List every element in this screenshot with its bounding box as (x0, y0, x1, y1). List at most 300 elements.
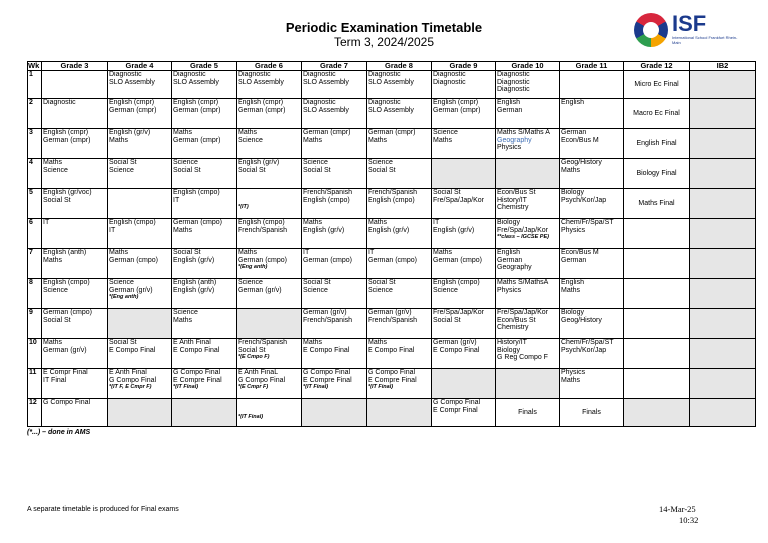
cell-line: Physics (497, 286, 522, 294)
cell-line: English (cmpr) (238, 99, 284, 106)
cell-line: English (cmpr) (109, 99, 155, 106)
table-cell (496, 309, 560, 339)
table-cell (108, 99, 172, 129)
cell-line: German (gr/v) (368, 309, 412, 316)
table-cell (302, 129, 367, 159)
cell-line: G Compo Final (433, 399, 481, 406)
table-cell (624, 129, 690, 159)
cell-line: English (gr/v) (433, 226, 475, 234)
table-cell (237, 339, 302, 369)
table-cell (42, 399, 108, 427)
cell-line: French/Spanish (303, 316, 353, 324)
table-cell (496, 159, 560, 189)
cell-line: Physics (497, 144, 522, 151)
spacer (238, 197, 300, 205)
table-cell (432, 279, 496, 309)
cell-line: E Compo Final (303, 346, 350, 354)
table-cell (42, 249, 108, 279)
cell-line: German (561, 256, 587, 264)
table-cell (367, 189, 432, 219)
column-header: Wk (28, 62, 42, 71)
table-cell (237, 309, 302, 339)
table-cell (690, 369, 756, 399)
cell-line: German (cmpo) (303, 256, 353, 264)
table-cell (237, 369, 302, 399)
cell-note: *(E Cmpr F) (238, 384, 269, 390)
column-header: Grade 3 (42, 62, 108, 71)
cell-line: Maths (368, 219, 388, 226)
cell-line: E Compo Final (433, 346, 480, 354)
cell-line: Maths (303, 219, 323, 226)
cell-line: English (gr/voc) (43, 189, 92, 196)
footnote: (*...) – done in AMS (27, 429, 91, 436)
table-cell (560, 159, 624, 189)
table-cell (108, 159, 172, 189)
column-header: Grade 7 (302, 62, 367, 71)
cell-line: German (cmpr) (173, 106, 221, 114)
cell-line: Diagnostic (368, 71, 401, 78)
cell-line: German (cmpo) (238, 256, 288, 264)
table-cell (108, 249, 172, 279)
cell-line: German (cmpr) (109, 106, 157, 114)
globe-logo-icon (634, 13, 668, 47)
table-cell (432, 189, 496, 219)
cell-line: English (cmpo) (303, 196, 350, 204)
cell-line: Social St (433, 316, 461, 324)
table-cell (237, 249, 302, 279)
table-cell (367, 71, 432, 99)
cell-line: E Compr Final (433, 406, 478, 414)
cell-line: Social St (173, 249, 201, 256)
table-cell (42, 159, 108, 189)
logo-subtext: International School Frankfurt Rhein-Main (672, 35, 738, 45)
cell-line: G Compo Final (368, 369, 416, 376)
cell-line: English (cmpr) (173, 99, 219, 106)
footer-date: 14-Mar-25 (659, 504, 696, 514)
table-cell (690, 339, 756, 369)
cell-line: English (561, 279, 584, 286)
cell-line: Social St (109, 339, 137, 346)
table-cell (432, 249, 496, 279)
cell-line: Physics (561, 226, 586, 234)
cell-line: English Final (636, 139, 677, 147)
cell-line: German (gr/v) (43, 346, 87, 354)
column-header: Grade 11 (560, 62, 624, 71)
cell-line: G Compo Final (303, 369, 351, 376)
cell-line: German (gr/v) (433, 339, 477, 346)
page-subtitle: Term 3, 2024/2025 (333, 35, 435, 49)
cell-line: Biology (497, 219, 520, 226)
table-cell (237, 399, 302, 427)
table-cell (560, 71, 624, 99)
table-cell (302, 189, 367, 219)
table-row (28, 71, 756, 99)
cell-line: Maths (561, 286, 581, 294)
cell-line: German (497, 106, 523, 114)
column-header: Grade 4 (108, 62, 172, 71)
cell-line: English (cmpo) (238, 219, 285, 226)
cell-note: *(IT Final) (238, 414, 264, 420)
cell-line: English (497, 249, 520, 256)
week-number: 11 (28, 369, 42, 399)
cell-line: Diagnostic (433, 78, 466, 86)
week-number: 5 (28, 189, 42, 219)
table-cell (496, 219, 560, 249)
table-cell (108, 219, 172, 249)
cell-line: E Compo Final (109, 346, 156, 354)
cell-line: Maths S/Maths A (497, 129, 550, 136)
cell-line: Macro Ec Final (633, 109, 680, 117)
cell-line: German (cmpr) (303, 129, 351, 136)
table-cell (367, 99, 432, 129)
cell-line: Chemistry (497, 204, 529, 211)
cell-line: Science (368, 286, 393, 294)
cell-line: German (497, 256, 523, 264)
cell-line: Maths (109, 249, 129, 256)
week-number: 9 (28, 309, 42, 339)
cell-line: German (gr/v) (109, 286, 153, 294)
table-cell (42, 279, 108, 309)
table-cell (432, 309, 496, 339)
cell-line: Maths (173, 316, 193, 324)
cell-line: IT Final (43, 376, 67, 384)
table-cell (624, 99, 690, 129)
cell-line: IT (433, 219, 440, 226)
cell-line: Maths (433, 249, 453, 256)
table-cell (432, 129, 496, 159)
table-cell (367, 219, 432, 249)
cell-line: Social St (368, 166, 396, 174)
cell-line: Biology Final (636, 169, 677, 177)
week-number: 8 (28, 279, 42, 309)
table-cell (432, 159, 496, 189)
cell-line: Social St (303, 279, 331, 286)
cell-line: English (cmpo) (43, 279, 90, 286)
spacer (238, 189, 300, 197)
week-number: 2 (28, 99, 42, 129)
table-cell (560, 189, 624, 219)
cell-line: German (gr/v) (238, 286, 282, 294)
cell-line: English (anth) (43, 249, 87, 256)
table-cell (237, 219, 302, 249)
cell-line: Maths (561, 376, 581, 384)
table-cell (302, 279, 367, 309)
cell-line: Maths (43, 339, 63, 346)
cell-line: German (gr/v) (303, 309, 347, 316)
table-cell (367, 369, 432, 399)
table-cell (237, 129, 302, 159)
column-header: Grade 5 (172, 62, 237, 71)
cell-line: Econ/Bus St (497, 316, 536, 324)
spacer (238, 407, 300, 415)
cell-line: English (gr/v) (109, 129, 151, 136)
table-cell (42, 129, 108, 159)
cell-line: G Reg Compo F (497, 354, 548, 361)
cell-line: Maths (43, 256, 63, 264)
cell-line: Science (433, 129, 458, 136)
cell-note: *(IT) (238, 204, 249, 210)
table-cell (367, 309, 432, 339)
table-row (28, 399, 756, 427)
cell-line: French/Spanish (238, 226, 288, 234)
table-cell (690, 99, 756, 129)
cell-line: SLO Assembly (173, 78, 219, 86)
table-cell (690, 399, 756, 427)
cell-line: English (cmpo) (368, 196, 415, 204)
week-number: 6 (28, 219, 42, 249)
cell-line: IT (173, 196, 180, 204)
table-cell (172, 309, 237, 339)
cell-line: History/IT (497, 339, 527, 346)
cell-line: English (gr/v) (303, 226, 345, 234)
table-cell (496, 129, 560, 159)
cell-line: English (497, 99, 520, 106)
table-cell (432, 339, 496, 369)
cell-line: Fre/Spa/Jap/Kor (497, 309, 548, 316)
cell-line: Social St (43, 196, 71, 204)
cell-line: Finals (518, 408, 537, 416)
timetable-body (28, 71, 756, 427)
table-cell (108, 309, 172, 339)
table-cell (367, 249, 432, 279)
cell-line: Diagnostic (109, 71, 142, 78)
table-cell (496, 71, 560, 99)
cell-line: English (cmpo) (109, 219, 156, 226)
cell-line: German (cmpr) (368, 129, 416, 136)
cell-line: Science (173, 309, 198, 316)
footer-note: A separate timetable is produced for Final exams (27, 506, 179, 513)
table-cell (42, 71, 108, 99)
cell-line: E Anth FinaL (238, 369, 279, 376)
cell-line: Science (303, 159, 328, 166)
cell-line: Fre/Spa/Jap/Kor (497, 226, 548, 234)
table-cell (172, 189, 237, 219)
table-cell (108, 339, 172, 369)
table-cell (237, 189, 302, 219)
column-header: Grade 6 (237, 62, 302, 71)
cell-line: Diagnostic (238, 71, 271, 78)
cell-line: Geography (497, 136, 532, 144)
table-cell (624, 399, 690, 427)
table-cell (367, 339, 432, 369)
column-header: Grade 9 (432, 62, 496, 71)
table-cell (367, 129, 432, 159)
table-row (28, 129, 756, 159)
cell-line: English (cmpo) (173, 189, 220, 196)
table-cell (624, 189, 690, 219)
cell-line: Maths (109, 136, 129, 144)
cell-line: Biology (561, 309, 584, 316)
week-number: 7 (28, 249, 42, 279)
cell-line: G Compo Final (109, 376, 157, 384)
table-cell (237, 279, 302, 309)
cell-line: Chemistry (497, 324, 529, 331)
cell-line: English (cmpr) (43, 129, 89, 136)
cell-line: English (cmpr) (433, 99, 479, 106)
cell-line: E Compre Final (173, 376, 222, 384)
cell-line: IT (303, 249, 310, 256)
table-cell (496, 249, 560, 279)
cell-note: *(IT Final) (368, 384, 394, 390)
cell-line: Maths (238, 249, 258, 256)
cell-line: Geog/History (561, 316, 602, 324)
table-cell (624, 369, 690, 399)
cell-line: French/Spanish (238, 339, 288, 346)
table-cell (690, 71, 756, 99)
cell-line: Social St (303, 166, 331, 174)
table-cell (42, 189, 108, 219)
table-cell (690, 249, 756, 279)
table-cell (560, 129, 624, 159)
table-row (28, 189, 756, 219)
cell-line: Science (43, 166, 68, 174)
cell-line: E Compre Final (303, 376, 352, 384)
table-cell (302, 71, 367, 99)
table-cell (302, 159, 367, 189)
cell-line: Social St (109, 159, 137, 166)
table-cell (560, 369, 624, 399)
cell-line: German (cmpr) (238, 106, 286, 114)
cell-line: Maths (43, 159, 63, 166)
cell-line: Science (368, 159, 393, 166)
cell-line: SLO Assembly (303, 106, 349, 114)
cell-line: Social St (43, 316, 71, 324)
table-cell (367, 399, 432, 427)
cell-line: Geography (497, 264, 532, 271)
cell-line: IT (43, 219, 50, 226)
table-cell (496, 339, 560, 369)
table-cell (690, 309, 756, 339)
cell-line: Finals (582, 408, 601, 416)
cell-line: Econ/Bus St (497, 189, 536, 196)
table-cell (432, 219, 496, 249)
cell-line: G Compo Final (43, 399, 91, 406)
table-cell (302, 369, 367, 399)
table-cell (432, 71, 496, 99)
cell-line: Maths (433, 136, 453, 144)
table-cell (108, 129, 172, 159)
table-cell (172, 129, 237, 159)
table-row (28, 249, 756, 279)
cell-line: Social St (238, 166, 266, 174)
cell-line: Science (238, 279, 263, 286)
table-cell (624, 71, 690, 99)
table-cell (302, 339, 367, 369)
cell-line: Physics (561, 369, 586, 376)
column-header: Grade 10 (496, 62, 560, 71)
table-cell (560, 219, 624, 249)
cell-line: French/Spanish (303, 189, 353, 196)
table-cell (624, 159, 690, 189)
page-title: Periodic Examination Timetable (285, 20, 483, 35)
cell-line: SLO Assembly (303, 78, 349, 86)
table-row (28, 219, 756, 249)
table-cell (302, 219, 367, 249)
cell-line: Maths (238, 129, 258, 136)
cell-line: Social St (368, 279, 396, 286)
cell-line: Diagnostic (173, 71, 206, 78)
cell-line: German (561, 129, 587, 136)
cell-line: German (cmpo) (109, 256, 159, 264)
table-cell (560, 339, 624, 369)
table-cell (496, 189, 560, 219)
table-cell (172, 399, 237, 427)
cell-line: Science (109, 166, 134, 174)
column-header: Grade 12 (624, 62, 690, 71)
cell-line: Econ/Bus M (561, 249, 599, 256)
table-cell (624, 339, 690, 369)
cell-line: Science (238, 136, 263, 144)
cell-line: Diagnostic (303, 71, 336, 78)
table-cell (172, 249, 237, 279)
cell-line: German (cmpo) (43, 309, 93, 316)
cell-line: German (cmpo) (173, 219, 223, 226)
cell-line: Maths (368, 136, 388, 144)
table-cell (496, 99, 560, 129)
cell-line: Maths Final (638, 199, 675, 207)
column-header: IB2 (690, 62, 756, 71)
cell-note: *(IT F, E Cmpr F) (109, 384, 152, 390)
cell-line: E Compre Final (368, 376, 417, 384)
table-cell (302, 99, 367, 129)
cell-line: Social St (238, 346, 266, 354)
table-cell (302, 399, 367, 427)
cell-line: Maths (173, 129, 193, 136)
cell-line: German (cmpo) (368, 256, 418, 264)
cell-line: Maths S/MathsA (497, 279, 549, 286)
week-number: 10 (28, 339, 42, 369)
cell-line: Diagnostic (368, 99, 401, 106)
table-cell (172, 339, 237, 369)
cell-line: Psych/Kor/Jap (561, 346, 607, 354)
table-cell (432, 99, 496, 129)
cell-line: Diagnostic (497, 86, 530, 93)
cell-line: G Compo Final (173, 369, 221, 376)
cell-line: Maths (303, 339, 323, 346)
cell-line: E Anth Final (109, 369, 147, 376)
cell-line: Diagnostic (497, 78, 530, 86)
table-cell (367, 159, 432, 189)
cell-line: German (cmpr) (43, 136, 91, 144)
table-cell (690, 189, 756, 219)
table-cell (560, 309, 624, 339)
table-cell (172, 369, 237, 399)
table-cell (560, 399, 624, 427)
table-cell (624, 249, 690, 279)
cell-line: E Compo Final (368, 346, 415, 354)
table-cell (42, 339, 108, 369)
table-row (28, 309, 756, 339)
column-header: Grade 8 (367, 62, 432, 71)
table-cell (690, 219, 756, 249)
table-cell (172, 99, 237, 129)
week-number: 3 (28, 129, 42, 159)
cell-line: Psych/Kor/Jap (561, 196, 607, 204)
cell-note: *(Eng anth) (238, 264, 268, 270)
table-cell (237, 99, 302, 129)
cell-line: German (cmpo) (433, 256, 483, 264)
table-cell (172, 219, 237, 249)
table-row (28, 279, 756, 309)
cell-line: Econ/Bus M (561, 136, 599, 144)
cell-line: Maths (561, 166, 581, 174)
cell-line: Biology (561, 189, 584, 196)
table-cell (624, 309, 690, 339)
table-row (28, 369, 756, 399)
cell-line: Diagnostic (433, 71, 466, 78)
cell-line: Social St (433, 189, 461, 196)
cell-line: Diagnostic (303, 99, 336, 106)
